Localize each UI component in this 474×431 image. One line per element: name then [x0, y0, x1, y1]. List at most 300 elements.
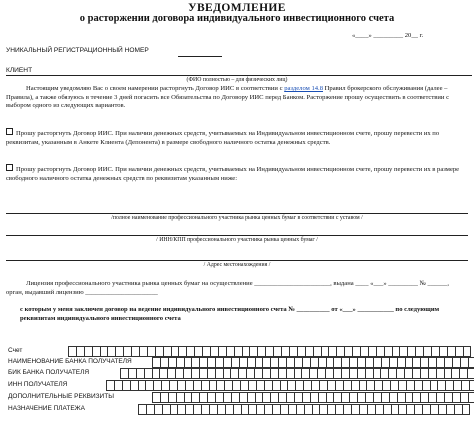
input-cell[interactable]	[448, 346, 456, 357]
input-cell[interactable]	[271, 392, 279, 403]
input-cell[interactable]	[168, 368, 176, 379]
input-cell[interactable]	[361, 346, 369, 357]
input-cell[interactable]	[429, 368, 437, 379]
input-cell[interactable]	[381, 368, 389, 379]
input-cell[interactable]	[415, 380, 423, 391]
input-cell[interactable]	[273, 404, 281, 415]
input-cell[interactable]	[263, 392, 271, 403]
input-cell[interactable]	[334, 357, 342, 368]
input-cell[interactable]	[256, 357, 264, 368]
input-cell[interactable]	[273, 380, 281, 391]
input-cell[interactable]	[398, 357, 406, 368]
input-cell[interactable]	[184, 368, 192, 379]
input-cell[interactable]	[398, 392, 406, 403]
input-cell[interactable]	[101, 346, 109, 357]
input-cell[interactable]	[138, 404, 147, 415]
input-cell[interactable]	[461, 357, 469, 368]
input-cell[interactable]	[326, 368, 334, 379]
input-cell[interactable]	[153, 368, 161, 379]
input-cell[interactable]	[185, 392, 193, 403]
input-cell[interactable]	[406, 392, 414, 403]
input-cell[interactable]	[437, 368, 445, 379]
input-cell[interactable]	[178, 404, 186, 415]
bank-row-label: НАИМЕНОВАНИЕ БАНКА ПОЛУЧАТЕЛЯ	[8, 358, 132, 365]
input-cell[interactable]	[311, 357, 319, 368]
input-cell[interactable]	[445, 392, 453, 403]
input-cell[interactable]	[336, 404, 344, 415]
bank-row-input[interactable]	[138, 404, 470, 414]
input-cell[interactable]	[131, 380, 139, 391]
input-cell[interactable]	[446, 380, 454, 391]
input-cell[interactable]	[389, 368, 397, 379]
input-cell[interactable]	[320, 380, 328, 391]
input-cell[interactable]	[368, 404, 376, 415]
input-cell[interactable]	[164, 346, 172, 357]
input-cell[interactable]	[202, 404, 210, 415]
input-cell[interactable]	[295, 357, 303, 368]
input-cell[interactable]	[305, 404, 313, 415]
input-cell[interactable]	[266, 346, 274, 357]
input-cell[interactable]	[376, 404, 384, 415]
input-cell[interactable]	[393, 346, 401, 357]
input-cell[interactable]	[232, 392, 240, 403]
rules-section-link[interactable]: разделом 14.8	[284, 85, 323, 92]
document-subtitle: о расторжении договора индивидуального инвестиционного счета	[79, 13, 395, 24]
input-cell[interactable]	[239, 368, 247, 379]
input-cell[interactable]	[178, 380, 186, 391]
input-cell[interactable]	[470, 380, 474, 391]
input-cell[interactable]	[429, 392, 437, 403]
input-cell[interactable]	[192, 357, 200, 368]
input-cell[interactable]	[319, 357, 327, 368]
input-cell[interactable]	[132, 346, 140, 357]
bank-row-input[interactable]	[152, 357, 474, 367]
input-cell[interactable]	[314, 346, 322, 357]
input-cell[interactable]	[170, 380, 178, 391]
input-cell[interactable]	[257, 380, 265, 391]
input-cell[interactable]	[366, 368, 374, 379]
input-cell[interactable]	[432, 346, 440, 357]
input-cell[interactable]	[263, 357, 271, 368]
input-cell[interactable]	[327, 357, 335, 368]
input-cell[interactable]	[279, 392, 287, 403]
input-cell[interactable]	[350, 368, 358, 379]
input-cell[interactable]	[342, 368, 350, 379]
input-cell[interactable]	[169, 357, 177, 368]
input-cell[interactable]	[437, 392, 445, 403]
input-cell[interactable]	[162, 380, 170, 391]
input-cell[interactable]	[374, 357, 382, 368]
input-cell[interactable]	[295, 392, 303, 403]
input-cell[interactable]	[248, 357, 256, 368]
input-cell[interactable]	[461, 392, 469, 403]
input-cell[interactable]	[137, 368, 145, 379]
option-1	[6, 128, 468, 147]
input-cell[interactable]	[85, 346, 93, 357]
input-cell[interactable]	[437, 357, 445, 368]
option-2-checkbox[interactable]	[6, 164, 13, 171]
input-cell[interactable]	[257, 404, 265, 415]
input-cell[interactable]	[421, 392, 429, 403]
input-cell[interactable]	[382, 392, 390, 403]
input-cell[interactable]	[124, 346, 132, 357]
input-cell[interactable]	[445, 357, 453, 368]
input-cell[interactable]	[115, 380, 123, 391]
input-cell[interactable]	[211, 346, 219, 357]
input-cell[interactable]	[192, 368, 200, 379]
input-cell[interactable]	[318, 368, 326, 379]
input-cell[interactable]	[140, 346, 148, 357]
input-cell[interactable]	[302, 368, 310, 379]
input-cell[interactable]	[334, 392, 342, 403]
input-cell[interactable]	[455, 404, 463, 415]
input-cell[interactable]	[295, 368, 303, 379]
input-cell[interactable]	[382, 357, 390, 368]
input-cell[interactable]	[342, 392, 350, 403]
input-cell[interactable]	[186, 380, 194, 391]
input-cell[interactable]	[431, 380, 439, 391]
input-cell[interactable]	[232, 357, 240, 368]
input-cell[interactable]	[249, 404, 257, 415]
bank-row-label: Счет	[8, 347, 23, 354]
input-cell[interactable]	[172, 346, 180, 357]
input-cell[interactable]	[152, 357, 161, 368]
input-cell[interactable]	[366, 357, 374, 368]
input-cell[interactable]	[320, 404, 328, 415]
bank-row-input[interactable]	[68, 346, 471, 356]
input-cell[interactable]	[129, 368, 137, 379]
input-cell[interactable]	[106, 380, 115, 391]
bank-row	[2, 368, 470, 379]
input-cell[interactable]	[108, 346, 116, 357]
input-cell[interactable]	[281, 380, 289, 391]
input-cell[interactable]	[200, 392, 208, 403]
client-name-field[interactable]	[6, 75, 472, 76]
registration-number-field[interactable]	[178, 56, 222, 57]
input-cell[interactable]	[93, 346, 101, 357]
input-cell[interactable]	[242, 404, 250, 415]
input-cell[interactable]	[194, 380, 202, 391]
input-cell[interactable]	[360, 404, 368, 415]
input-cell[interactable]	[282, 346, 290, 357]
input-cell[interactable]	[287, 368, 295, 379]
input-cell[interactable]	[240, 357, 248, 368]
input-cell[interactable]	[344, 380, 352, 391]
input-cell[interactable]	[265, 404, 273, 415]
input-cell[interactable]	[312, 380, 320, 391]
input-cell[interactable]	[224, 368, 232, 379]
input-cell[interactable]	[233, 380, 241, 391]
input-cell[interactable]	[469, 357, 474, 368]
input-cell[interactable]	[289, 404, 297, 415]
input-cell[interactable]	[210, 404, 218, 415]
input-cell[interactable]	[210, 380, 218, 391]
input-cell[interactable]	[194, 404, 202, 415]
input-cell[interactable]	[400, 346, 408, 357]
input-cell[interactable]	[310, 368, 318, 379]
input-cell[interactable]	[161, 392, 169, 403]
input-cell[interactable]	[421, 357, 429, 368]
input-cell[interactable]	[405, 368, 413, 379]
contract-line: с которым у меня заключен договор на ведение индивидуального инвестиционного счета № __________ от «___» ___________ по следующим реквизитам индивидуального инвестиционного счета	[20, 306, 440, 322]
participant-address-field[interactable]	[6, 260, 468, 261]
input-cell[interactable]	[439, 404, 447, 415]
input-cell[interactable]	[313, 404, 321, 415]
input-cell[interactable]	[256, 392, 264, 403]
input-cell[interactable]	[464, 346, 472, 357]
input-cell[interactable]	[453, 357, 461, 368]
input-cell[interactable]	[375, 380, 383, 391]
input-cell[interactable]	[226, 404, 234, 415]
input-cell[interactable]	[296, 380, 304, 391]
client-label: КЛИЕНТ	[6, 67, 33, 74]
input-cell[interactable]	[367, 380, 375, 391]
input-cell[interactable]	[438, 380, 446, 391]
input-cell[interactable]	[374, 392, 382, 403]
input-cell[interactable]	[415, 404, 423, 415]
input-cell[interactable]	[147, 404, 155, 415]
input-cell[interactable]	[431, 404, 439, 415]
bank-row-input[interactable]	[152, 392, 474, 402]
input-cell[interactable]	[352, 404, 360, 415]
input-cell[interactable]	[322, 346, 330, 357]
input-cell[interactable]	[163, 404, 171, 415]
input-cell[interactable]	[263, 368, 271, 379]
input-cell[interactable]	[288, 380, 296, 391]
date-field[interactable]: «____» _________ 20__ г.	[352, 32, 424, 39]
input-cell[interactable]	[218, 404, 226, 415]
intro-paragraph: Настоящим уведомляю Вас о своем намерении расторгнуть Договор ИИС в соответствии с разделом 14.8 Правил брокерского обслуживания (далее – Правила), а также обязуюсь в течение 3 дней погасить все Обязательства по Договору ИИС перед Банком. Расторжение прошу осуществить в соответствии с выбором одного из следующих вариантов.	[6, 85, 449, 110]
input-cell[interactable]	[369, 346, 377, 357]
input-cell[interactable]	[447, 404, 455, 415]
option-1-checkbox[interactable]	[6, 128, 13, 135]
input-cell[interactable]	[271, 368, 279, 379]
input-cell[interactable]	[319, 392, 327, 403]
input-cell[interactable]	[329, 346, 337, 357]
input-cell[interactable]	[463, 404, 471, 415]
input-cell[interactable]	[225, 380, 233, 391]
input-cell[interactable]	[391, 380, 399, 391]
input-cell[interactable]	[342, 357, 350, 368]
input-cell[interactable]	[408, 346, 416, 357]
input-cell[interactable]	[217, 380, 225, 391]
input-cell[interactable]	[383, 380, 391, 391]
input-cell[interactable]	[169, 392, 177, 403]
input-cell[interactable]	[424, 346, 432, 357]
participant-name-field[interactable]	[6, 213, 468, 214]
input-cell[interactable]	[352, 380, 360, 391]
participant-inn-hint: / ИНН/КПП профессионального участника рынка ценных бумаг /	[156, 237, 318, 243]
input-cell[interactable]	[423, 380, 431, 391]
input-cell[interactable]	[413, 392, 421, 403]
input-cell[interactable]	[249, 380, 257, 391]
input-cell[interactable]	[440, 346, 448, 357]
input-cell[interactable]	[345, 346, 353, 357]
input-cell[interactable]	[423, 404, 431, 415]
bank-row-label: ИНН ПОЛУЧАТЕЛЯ	[8, 381, 68, 388]
input-cell[interactable]	[179, 346, 187, 357]
input-cell[interactable]	[156, 346, 164, 357]
input-cell[interactable]	[154, 380, 162, 391]
option-1-text: Прошу расторгнуть Договор ИИС. При наличии денежных средств, учитываемых на Индивидуальном инвестиционном счете, прошу перевести их по реквизитам, указанным в Анкете Клиента (Депонента) в размере свободного наличного остатка денежных средств.	[6, 130, 440, 146]
input-cell[interactable]	[399, 380, 407, 391]
input-cell[interactable]	[462, 380, 470, 391]
input-cell[interactable]	[456, 346, 464, 357]
input-cell[interactable]	[407, 380, 415, 391]
input-cell[interactable]	[429, 357, 437, 368]
input-cell[interactable]	[274, 346, 282, 357]
input-cell[interactable]	[306, 346, 314, 357]
input-cell[interactable]	[385, 346, 393, 357]
input-cell[interactable]	[200, 368, 208, 379]
input-cell[interactable]	[152, 392, 161, 403]
input-cell[interactable]	[304, 380, 312, 391]
input-cell[interactable]	[187, 346, 195, 357]
input-cell[interactable]	[192, 392, 200, 403]
input-cell[interactable]	[68, 346, 77, 357]
input-cell[interactable]	[390, 357, 398, 368]
input-cell[interactable]	[176, 368, 184, 379]
input-cell[interactable]	[224, 392, 232, 403]
input-cell[interactable]	[177, 392, 185, 403]
input-cell[interactable]	[148, 346, 156, 357]
input-cell[interactable]	[452, 368, 460, 379]
input-cell[interactable]	[208, 392, 216, 403]
input-cell[interactable]	[353, 346, 361, 357]
bank-row-label: НАЗНАЧЕНИЕ ПЛАТЕЖА	[8, 405, 85, 412]
input-cell[interactable]	[303, 392, 311, 403]
input-cell[interactable]	[231, 368, 239, 379]
input-cell[interactable]	[350, 392, 358, 403]
input-cell[interactable]	[195, 346, 203, 357]
input-cell[interactable]	[358, 368, 366, 379]
input-cell[interactable]	[161, 357, 169, 368]
input-cell[interactable]	[160, 368, 168, 379]
input-cell[interactable]	[234, 404, 242, 415]
input-cell[interactable]	[203, 346, 211, 357]
input-cell[interactable]	[392, 404, 400, 415]
input-cell[interactable]	[469, 392, 474, 403]
input-cell[interactable]	[123, 380, 131, 391]
input-cell[interactable]	[406, 357, 414, 368]
input-cell[interactable]	[241, 380, 249, 391]
input-cell[interactable]	[366, 392, 374, 403]
input-cell[interactable]	[145, 368, 153, 379]
participant-inn-field[interactable]	[6, 235, 468, 236]
input-cell[interactable]	[248, 392, 256, 403]
input-cell[interactable]	[155, 404, 163, 415]
input-cell[interactable]	[208, 357, 216, 368]
input-cell[interactable]	[258, 346, 266, 357]
input-cell[interactable]	[202, 380, 210, 391]
input-cell[interactable]	[227, 346, 235, 357]
input-cell[interactable]	[216, 392, 224, 403]
input-cell[interactable]	[384, 404, 392, 415]
participant-name-hint: /полное наименование профессионального участника рынка ценных бумаг в соответствии с уставом /	[111, 215, 363, 221]
input-cell[interactable]	[208, 368, 216, 379]
input-cell[interactable]	[235, 346, 243, 357]
input-cell[interactable]	[247, 368, 255, 379]
input-cell[interactable]	[397, 368, 405, 379]
input-cell[interactable]	[374, 368, 382, 379]
bank-row-input[interactable]	[106, 380, 474, 390]
input-cell[interactable]	[255, 368, 263, 379]
input-cell[interactable]	[287, 357, 295, 368]
input-cell[interactable]	[186, 404, 194, 415]
client-hint: (ФИО полностью – для физических лиц)	[186, 77, 288, 83]
option-2	[6, 164, 468, 183]
input-cell[interactable]	[250, 346, 258, 357]
input-cell[interactable]	[390, 392, 398, 403]
input-cell[interactable]	[240, 392, 248, 403]
input-cell[interactable]	[445, 368, 453, 379]
input-cell[interactable]	[265, 380, 273, 391]
input-cell[interactable]	[146, 380, 154, 391]
input-cell[interactable]	[297, 404, 305, 415]
participant-address-hint: / Адрес местонахождения /	[203, 262, 271, 268]
input-cell[interactable]	[416, 346, 424, 357]
input-cell[interactable]	[120, 368, 129, 379]
input-cell[interactable]	[328, 380, 336, 391]
option-2-text: Прошу расторгнуть Договор ИИС. При наличии денежных средств, учитываемых на Индивидуальном инвестиционном счете, прошу перевести их в размере свободного наличного остатка денежных средств по реквизитам указанным ниже:	[6, 166, 460, 182]
input-cell[interactable]	[216, 357, 224, 368]
input-cell[interactable]	[171, 404, 179, 415]
input-cell[interactable]	[224, 357, 232, 368]
input-cell[interactable]	[77, 346, 85, 357]
bank-row-label: ДОПОЛНИТЕЛЬНЫЕ РЕКВИЗИТЫ	[8, 393, 114, 400]
input-cell[interactable]	[139, 380, 147, 391]
input-cell[interactable]	[216, 368, 224, 379]
input-cell[interactable]	[311, 392, 319, 403]
input-cell[interactable]	[336, 380, 344, 391]
input-cell[interactable]	[271, 357, 279, 368]
input-cell[interactable]	[287, 392, 295, 403]
input-cell[interactable]	[116, 346, 124, 357]
input-cell[interactable]	[219, 346, 227, 357]
input-cell[interactable]	[460, 368, 468, 379]
input-cell[interactable]	[454, 380, 462, 391]
input-cell[interactable]	[358, 357, 366, 368]
input-cell[interactable]	[407, 404, 415, 415]
input-cell[interactable]	[328, 404, 336, 415]
input-cell[interactable]	[453, 392, 461, 403]
input-cell[interactable]	[468, 368, 474, 379]
input-cell[interactable]	[281, 404, 289, 415]
input-cell[interactable]	[327, 392, 335, 403]
input-cell[interactable]	[177, 357, 185, 368]
input-cell[interactable]	[399, 404, 407, 415]
input-cell[interactable]	[243, 346, 251, 357]
input-cell[interactable]	[185, 357, 193, 368]
bank-row-input[interactable]	[120, 368, 474, 378]
input-cell[interactable]	[298, 346, 306, 357]
input-cell[interactable]	[358, 392, 366, 403]
input-cell[interactable]	[360, 380, 368, 391]
input-cell[interactable]	[303, 357, 311, 368]
input-cell[interactable]	[279, 368, 287, 379]
input-cell[interactable]	[200, 357, 208, 368]
input-cell[interactable]	[350, 357, 358, 368]
input-cell[interactable]	[377, 346, 385, 357]
input-cell[interactable]	[413, 368, 421, 379]
input-cell[interactable]	[290, 346, 298, 357]
input-cell[interactable]	[337, 346, 345, 357]
input-cell[interactable]	[334, 368, 342, 379]
input-cell[interactable]	[344, 404, 352, 415]
input-cell[interactable]	[413, 357, 421, 368]
input-cell[interactable]	[421, 368, 429, 379]
input-cell[interactable]	[279, 357, 287, 368]
